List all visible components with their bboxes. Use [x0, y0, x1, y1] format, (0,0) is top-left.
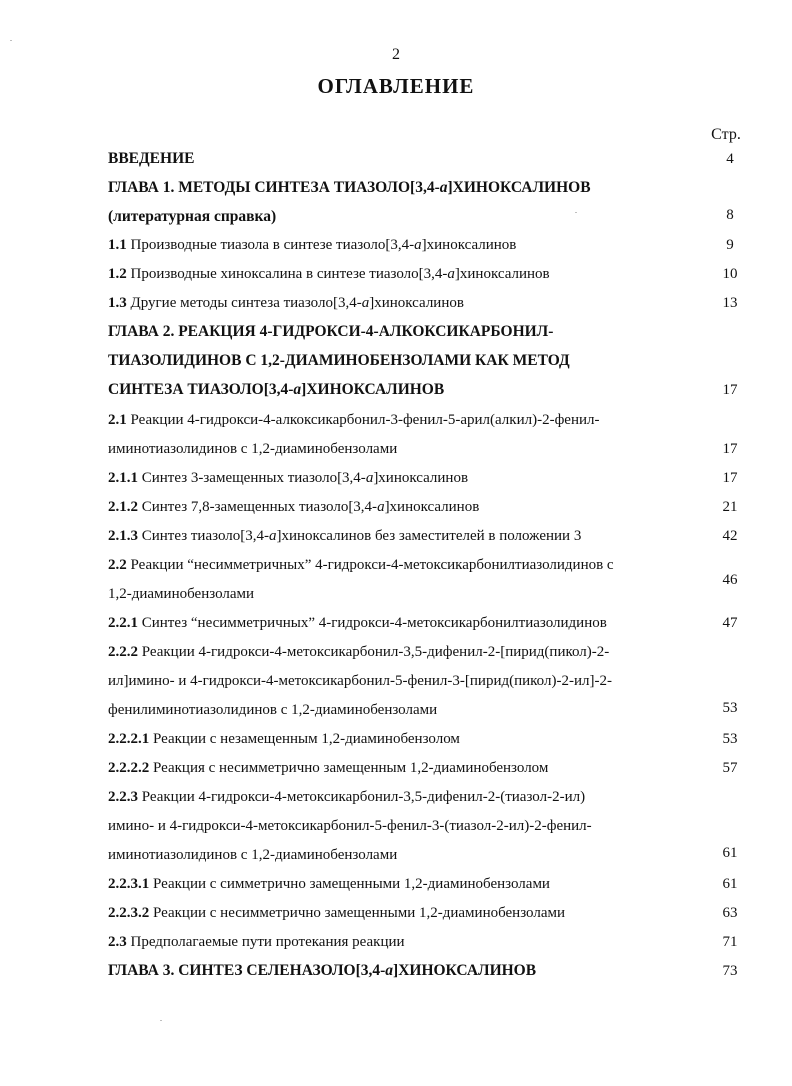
toc-page: 17 [722, 382, 738, 398]
toc-entry-2-2-2-cont[interactable]: ил]имино- и 4-гидрокси-4-метоксикарбонил-5-фенил-3-[пирид(пикол)-2-ил]-2- [108, 673, 612, 689]
toc-page: 57 [722, 760, 738, 776]
page-column-label: Стр. [711, 126, 741, 143]
toc-page: 63 [722, 905, 738, 921]
toc-entry-2-2-3-cont[interactable]: имино- и 4-гидрокси-4-метоксикарбонил-5-фенил-3-(тиазол-2-ил)-2-фенил- [108, 818, 592, 834]
toc-page: 61 [722, 845, 738, 861]
toc-entry-2-2[interactable]: 2.2 Реакции “несимметричных” 4-гидрокси-4-метоксикарбонилтиазолидинов с [108, 557, 614, 573]
page-number: 2 [392, 46, 400, 63]
toc-entry-1-2[interactable]: 1.2 Производные хиноксалина в синтезе тиазоло[3,4-a]хиноксалинов [108, 266, 550, 282]
scan-speck [575, 212, 577, 213]
toc-entry-2-2-2-2[interactable]: 2.2.2.2 Реакция с несимметрично замещенным 1,2-диаминобензолом [108, 760, 549, 776]
toc-entry-chapter-1[interactable]: ГЛАВА 1. МЕТОДЫ СИНТЕЗА ТИАЗОЛО[3,4-a]ХИНОКСАЛИНОВ [108, 179, 591, 196]
toc-page: 53 [722, 731, 738, 747]
toc-page: 53 [722, 700, 738, 716]
toc-entry-2-2-3-cont2[interactable]: иминотиазолидинов с 1,2-диаминобензолами [108, 847, 398, 863]
toc-page: 21 [722, 499, 738, 515]
toc-page: 13 [722, 295, 738, 311]
toc-page: 17 [722, 441, 738, 457]
toc-entry-2-2-3[interactable]: 2.2.3 Реакции 4-гидрокси-4-метоксикарбонил-3,5-дифенил-2-(тиазол-2-ил) [108, 789, 586, 805]
toc-page: 9 [726, 237, 734, 253]
toc-page: 8 [726, 207, 734, 223]
toc-entry-2-1-cont[interactable]: иминотиазолидинов с 1,2-диаминобензолами [108, 441, 398, 457]
toc-entry-introduction[interactable]: ВВЕДЕНИЕ [108, 150, 195, 167]
toc-entry-2-2-2-1[interactable]: 2.2.2.1 Реакции с незамещенным 1,2-диаминобензолом [108, 731, 460, 747]
toc-entry-1-3[interactable]: 1.3 Другие методы синтеза тиазоло[3,4-a]хиноксалинов [108, 295, 464, 311]
toc-entry-2-1-2[interactable]: 2.1.2 Синтез 7,8-замещенных тиазоло[3,4-a]хиноксалинов [108, 499, 480, 515]
toc-page: 47 [722, 615, 738, 631]
toc-page: 10 [722, 266, 738, 282]
scan-speck [10, 40, 12, 41]
toc-page: 46 [722, 572, 738, 588]
toc-entry-2-2-cont[interactable]: 1,2-диаминобензолами [108, 586, 255, 602]
toc-entry-2-2-1[interactable]: 2.2.1 Синтез “несимметричных” 4-гидрокси-4-метоксикарбонилтиазолидинов [108, 615, 607, 631]
toc-entry-2-1-1[interactable]: 2.1.1 Синтез 3-замещенных тиазоло[3,4-a]хиноксалинов [108, 470, 469, 486]
toc-page: 61 [722, 876, 738, 892]
scan-speck [160, 1020, 162, 1021]
toc-entry-2-2-2-cont2[interactable]: фенилиминотиазолидинов с 1,2-диаминобензолами [108, 702, 438, 718]
toc-entry-2-2-2[interactable]: 2.2.2 Реакции 4-гидрокси-4-метоксикарбонил-3,5-дифенил-2-[пирид(пикол)-2- [108, 644, 610, 660]
toc-entry-2-1-3[interactable]: 2.1.3 Синтез тиазоло[3,4-a]хиноксалинов без заместителей в положении 3 [108, 528, 582, 544]
toc-page: 4 [726, 151, 734, 167]
toc-entry-2-1[interactable]: 2.1 Реакции 4-гидрокси-4-алкоксикарбонил-3-фенил-5-арил(алкил)-2-фенил- [108, 412, 600, 428]
toc-page: 42 [722, 528, 738, 544]
toc-entry-2-3[interactable]: 2.3 Предполагаемые пути протекания реакции [108, 934, 405, 950]
toc-entry-chapter-1-cont[interactable]: (литературная справка) [108, 208, 277, 225]
toc-entry-chapter-2-cont[interactable]: ТИАЗОЛИДИНОВ С 1,2-ДИАМИНОБЕНЗОЛАМИ КАК МЕТОД [108, 352, 570, 369]
toc-page: 71 [722, 934, 738, 950]
toc-entry-2-2-3-1[interactable]: 2.2.3.1 Реакции с симметрично замещенными 1,2-диаминобензолами [108, 876, 550, 892]
page-title: ОГЛАВЛЕНИЕ [317, 74, 475, 98]
toc-page: 73 [722, 963, 738, 979]
toc-entry-chapter-2-cont2[interactable]: СИНТЕЗА ТИАЗОЛО[3,4-a]ХИНОКСАЛИНОВ [108, 381, 445, 398]
toc-page: 17 [722, 470, 738, 486]
toc-entry-2-2-3-2[interactable]: 2.2.3.2 Реакции с несимметрично замещенными 1,2-диаминобензолами [108, 905, 566, 921]
toc-entry-1-1[interactable]: 1.1 Производные тиазола в синтезе тиазоло[3,4-a]хиноксалинов [108, 237, 517, 253]
toc-entry-chapter-3[interactable]: ГЛАВА 3. СИНТЕЗ СЕЛЕНАЗОЛО[3,4-a]ХИНОКСАЛИНОВ [108, 962, 537, 979]
toc-entry-chapter-2[interactable]: ГЛАВА 2. РЕАКЦИЯ 4-ГИДРОКСИ-4-АЛКОКСИКАРБОНИЛ- [108, 323, 554, 340]
